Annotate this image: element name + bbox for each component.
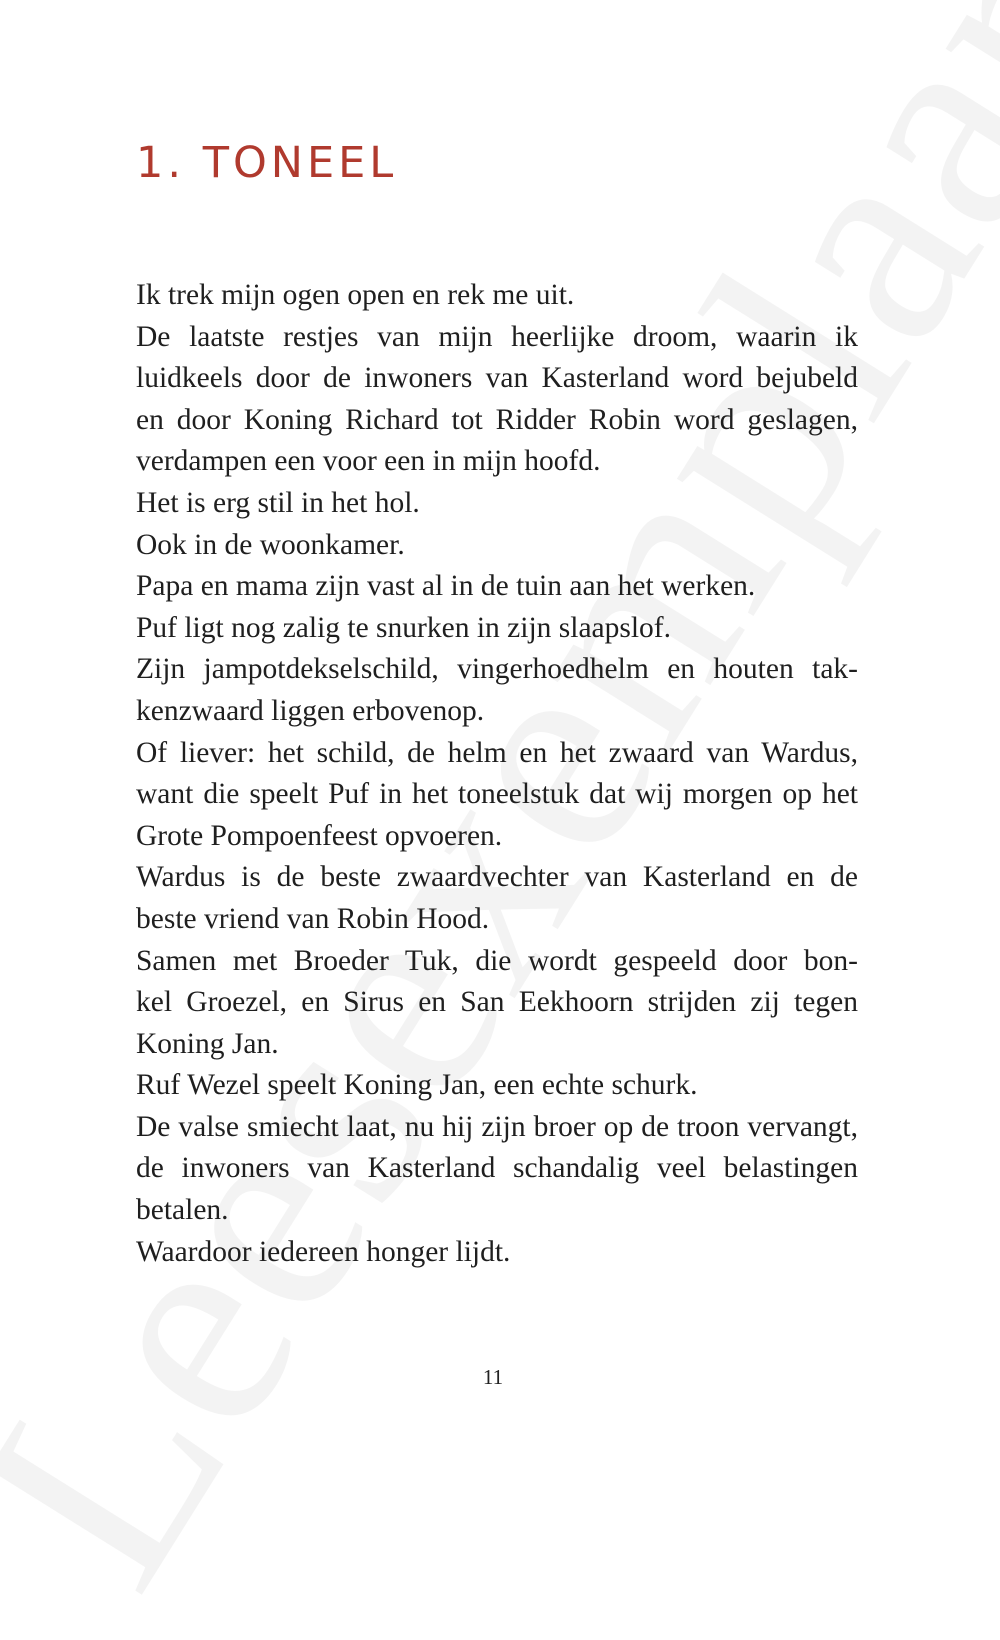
text-line: beste vriend van Robin Hood. [136, 902, 490, 935]
text-line: kel Groezel, en Sirus en San Eekhoorn strijden zij tegen [136, 986, 858, 1019]
chapter-title: 1. TONEEL [136, 138, 398, 188]
text-line: Koning Jan. [136, 1027, 279, 1060]
text-line: Samen met Broeder Tuk, die wordt gespeeld door bon- [136, 944, 858, 977]
text-line: Of liever: het schild, de helm en het zwaard van Wardus, [136, 736, 858, 769]
text-line: Wardus is de beste zwaardvechter van Kasterland en de [136, 861, 858, 894]
text-line: luidkeels door de inwoners van Kasterland word bejubeld [136, 362, 858, 395]
text-line: Ik trek mijn ogen open en rek me uit. [136, 279, 575, 311]
text-line: verdampen een voor een in mijn hoofd. [136, 445, 601, 478]
text-line: Papa en mama zijn vast al in de tuin aan het werken. [136, 570, 756, 603]
text-line: de inwoners van Kasterland schandalig veel belastingen [136, 1152, 858, 1185]
text-line: Ruf Wezel speelt Koning Jan, een echte schurk. [136, 1069, 698, 1102]
page-number: 11 [482, 1365, 504, 1389]
text-line: betalen. [136, 1194, 229, 1227]
text-line: kenzwaard liggen erbovenop. [136, 694, 485, 727]
text-line: Puf ligt nog zalig te snurken in zijn slaapslof. [136, 611, 672, 644]
text-line: Zijn jampotdekselschild, vingerhoedhelm en houten tak- [136, 653, 858, 686]
text-line: en door Koning Richard tot Ridder Robin word geslagen, [136, 403, 858, 436]
text-line: want die speelt Puf in het toneelstuk dat wij morgen op het [136, 778, 858, 811]
text-line: Ook in de woonkamer. [136, 528, 405, 561]
text-line: Het is erg stil in het hol. [136, 486, 420, 519]
text-line: Waardoor iedereen honger lijdt. [136, 1235, 511, 1268]
text-line: Grote Pompoenfeest opvoeren. [136, 819, 503, 852]
body-text [136, 275, 858, 1273]
text-line: De laatste restjes van mijn heerlijke droom, waarin ik [136, 320, 858, 353]
text-line: De valse smiecht laat, nu hij zijn broer op de troon vervangt, [136, 1110, 858, 1143]
